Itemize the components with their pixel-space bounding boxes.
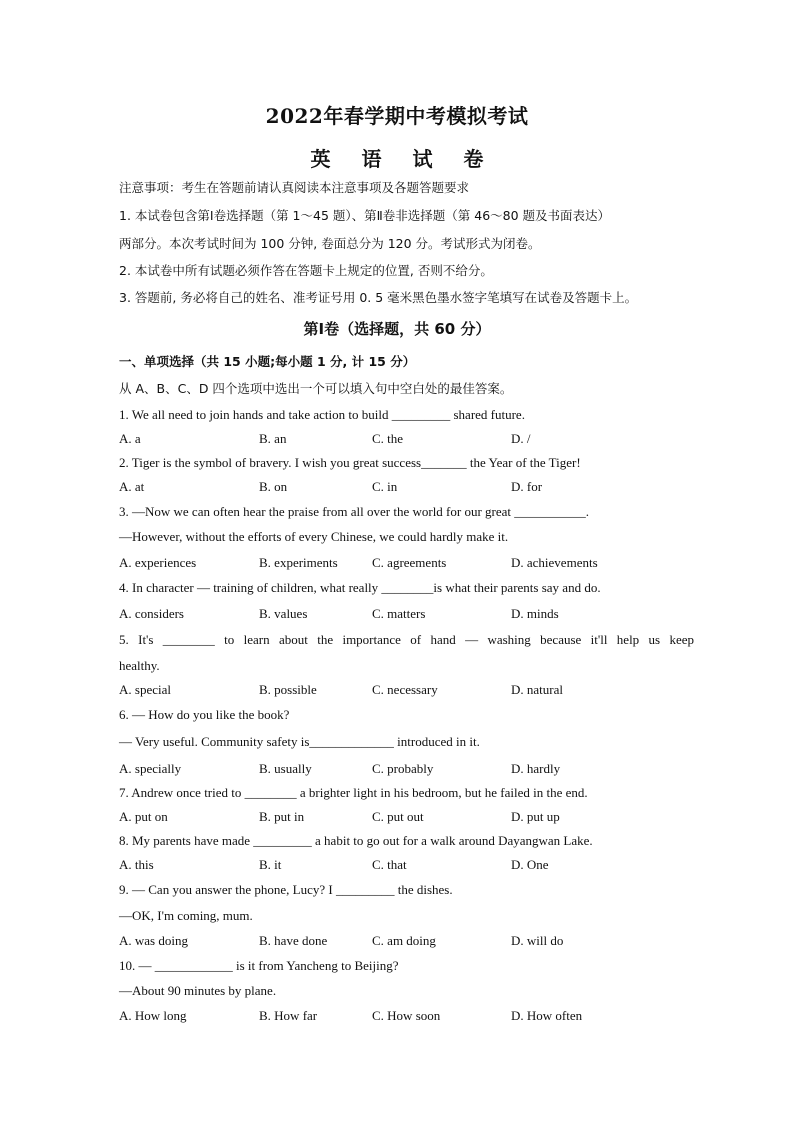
option-c: C. in — [372, 479, 398, 494]
option-c: C. necessary — [372, 682, 438, 697]
notice-item-1-line-1: 1. 本试卷包含第Ⅰ卷选择题（第 1～45 题）、第Ⅱ卷非选择题（第 46～80 题及书面表达） — [119, 208, 611, 223]
option-b: B. put in — [259, 809, 305, 824]
question-9-stem-line-2: —OK, I'm coming, mum. — [119, 908, 253, 923]
option-b: B. it — [259, 857, 282, 872]
exam-subject: 英 语 试 卷 — [310, 147, 496, 171]
option-a: A. this — [119, 857, 154, 872]
option-c: C. agreements — [372, 555, 447, 570]
option-a: A. How long — [119, 1008, 187, 1023]
option-c: C. How soon — [372, 1008, 441, 1023]
option-a: A. a — [119, 431, 141, 446]
exam-title: 2022年春学期中考模拟考试 — [265, 104, 529, 128]
option-b: B. on — [259, 479, 288, 494]
option-b: B. usually — [259, 761, 312, 776]
notice-item-1-line-2: 两部分。本次考试时间为 100 分钟, 卷面总分为 120 分。考试形式为闭卷。 — [119, 236, 541, 251]
option-a: A. specially — [119, 761, 182, 776]
question-2-stem: 2. Tiger is the symbol of bravery. I wish you great success_______ the Year of the Tiger! — [119, 455, 581, 470]
option-b: B. an — [259, 431, 287, 446]
option-a: A. put on — [119, 809, 168, 824]
notice-item-3: 3. 答题前, 务必将自己的姓名、准考证号用 0. 5 毫米黑色墨水签字笔填写在试卷及答题卡上。 — [119, 290, 638, 305]
question-8-stem: 8. My parents have made _________ a habit to go out for a walk around Dayangwan Lake. — [119, 833, 593, 848]
question-7-stem: 7. Andrew once tried to ________ a brighter light in his bedroom, but he failed in the end. — [119, 785, 588, 800]
option-d: D. How often — [511, 1008, 583, 1023]
option-d: D. put up — [511, 809, 560, 824]
option-a: A. was doing — [119, 933, 188, 948]
option-d: D. will do — [511, 933, 564, 948]
option-a: A. experiences — [119, 555, 197, 570]
option-c: C. matters — [372, 606, 426, 621]
option-c: C. that — [372, 857, 407, 872]
option-b: B. How far — [259, 1008, 318, 1023]
option-b: B. experiments — [259, 555, 338, 570]
option-c: C. put out — [372, 809, 424, 824]
option-d: D. minds — [511, 606, 559, 621]
option-b: B. values — [259, 606, 308, 621]
option-d: D. for — [511, 479, 543, 494]
section-instruction: 从 A、B、C、D 四个选项中选出一个可以填入句中空白处的最佳答案。 — [119, 381, 513, 396]
notice-heading: 注意事项：考生在答题前请认真阅读本注意事项及各题答题要求 — [119, 180, 470, 195]
option-d: D. One — [511, 857, 549, 872]
notice-item-2: 2. 本试卷中所有试题必须作答在答题卡上规定的位置, 否则不给分。 — [119, 263, 493, 278]
question-3-stem: 3. —Now we can often hear the praise from all over the world for our great ___________. — [119, 504, 590, 519]
option-d: D. hardly — [511, 761, 561, 776]
option-c: C. the — [372, 431, 404, 446]
option-d: D. / — [511, 431, 531, 446]
option-c: C. probably — [372, 761, 434, 776]
option-d: D. natural — [511, 682, 563, 697]
option-b: B. possible — [259, 682, 317, 697]
option-c: C. am doing — [372, 933, 436, 948]
option-d: D. achievements — [511, 555, 598, 570]
option-a: A. considers — [119, 606, 184, 621]
question-9-stem: 9. — Can you answer the phone, Lucy? I _________ the dishes. — [119, 882, 453, 897]
question-10-stem: 10. — ____________ is it from Yancheng to Beijing? — [119, 958, 399, 973]
question-5-stem-line-2: healthy. — [119, 658, 160, 673]
question-4-stem: 4. In character — training of children, what really ________is what their parents say and do. — [119, 580, 601, 595]
option-a: A. at — [119, 479, 145, 494]
question-10-stem-line-2: —About 90 minutes by plane. — [119, 983, 277, 998]
section-title: 一、单项选择（共 15 小题;每小题 1 分, 计 15 分） — [119, 354, 416, 369]
part-1-title: 第Ⅰ卷（选择题，共 60 分） — [303, 320, 491, 338]
question-6-stem: 6. — How do you like the book? — [119, 707, 290, 722]
question-3-stem-line-2: —However, without the efforts of every Chinese, we could hardly make it. — [119, 529, 509, 544]
question-6-stem-line-2: — Very useful. Community safety is_____________ introduced in it. — [119, 734, 480, 749]
question-5-stem: 5. It's ________ to learn about the importance of hand — washing because it'll help us keep — [119, 632, 694, 647]
question-1-stem: 1. We all need to join hands and take action to build _________ shared future. — [119, 407, 525, 422]
option-a: A. special — [119, 682, 171, 697]
option-b: B. have done — [259, 933, 328, 948]
